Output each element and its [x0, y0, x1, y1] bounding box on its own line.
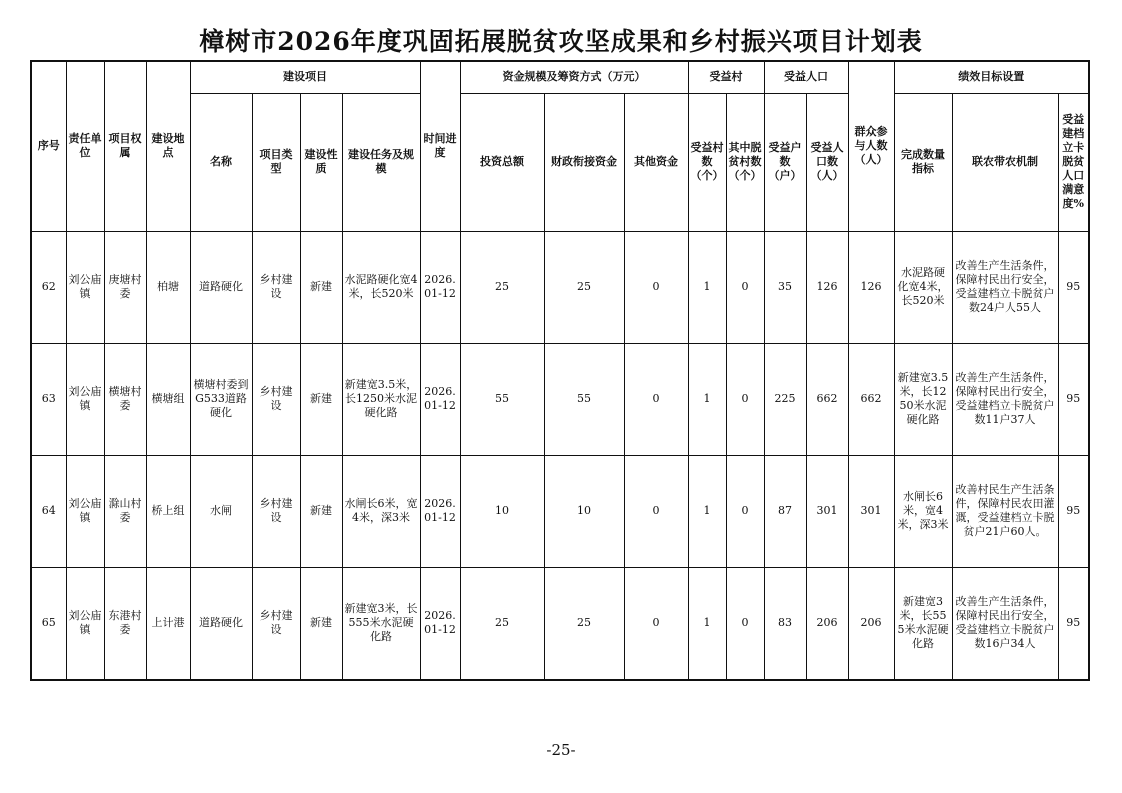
- project-plan-table: [30, 60, 1090, 681]
- cell-mechanism: 改善生产生活条件，保障村民出行安全，受益建档立卡脱贫户数24户人55人: [952, 231, 1058, 343]
- cell-poor-villages: 0: [726, 231, 764, 343]
- header-quantity: 完成数量指标: [894, 93, 952, 231]
- cell-other: 0: [624, 567, 688, 680]
- cell-fiscal: 25: [544, 231, 624, 343]
- cell-unit: 刘公庙镇: [66, 567, 104, 680]
- cell-place: 上计港: [146, 567, 190, 680]
- header-name: 名称: [190, 93, 252, 231]
- cell-participants: 206: [848, 567, 894, 680]
- cell-place: 横塘组: [146, 343, 190, 455]
- cell-type: 乡村建设: [252, 455, 300, 567]
- cell-people: 301: [806, 455, 848, 567]
- cell-name: 道路硬化: [190, 567, 252, 680]
- cell-owner: 庚塘村委: [104, 231, 146, 343]
- cell-task: 水泥路硬化宽4米，长520米: [342, 231, 420, 343]
- cell-quantity: 新建宽3米，长555米水泥硬化路: [894, 567, 952, 680]
- cell-participants: 126: [848, 231, 894, 343]
- header-place: 建设地点: [146, 61, 190, 231]
- cell-name: 横塘村委到G533道路硬化: [190, 343, 252, 455]
- cell-poor-villages: 0: [726, 455, 764, 567]
- table-row: [31, 567, 1089, 680]
- cell-seq: 63: [31, 343, 66, 455]
- cell-households: 83: [764, 567, 806, 680]
- cell-nature: 新建: [300, 231, 342, 343]
- cell-villages: 1: [688, 343, 726, 455]
- cell-people: 206: [806, 567, 848, 680]
- cell-quantity: 水闸长6米，宽4米，深3米: [894, 455, 952, 567]
- header-total: 投资总额: [460, 93, 544, 231]
- header-seq: 序号: [31, 61, 66, 231]
- cell-seq: 65: [31, 567, 66, 680]
- cell-participants: 662: [848, 343, 894, 455]
- cell-owner: 东港村委: [104, 567, 146, 680]
- cell-participants: 301: [848, 455, 894, 567]
- cell-people: 662: [806, 343, 848, 455]
- header-people: 受益人口数（人）: [806, 93, 848, 231]
- cell-households: 225: [764, 343, 806, 455]
- cell-mechanism: 改善生产生活条件，保障村民出行安全，受益建档立卡脱贫户数11户37人: [952, 343, 1058, 455]
- cell-mechanism: 改善生产生活条件，保障村民出行安全，受益建档立卡脱贫户数16户34人: [952, 567, 1058, 680]
- cell-total: 25: [460, 231, 544, 343]
- cell-progress: 2026.01-12: [420, 455, 460, 567]
- cell-quantity: 水泥路硬化宽4米，长520米: [894, 231, 952, 343]
- header-nature: 建设性质: [300, 93, 342, 231]
- cell-poor-villages: 0: [726, 567, 764, 680]
- cell-nature: 新建: [300, 343, 342, 455]
- cell-fiscal: 55: [544, 343, 624, 455]
- page-number: -25-: [546, 741, 576, 759]
- cell-quantity: 新建宽3.5米，长1250米水泥硬化路: [894, 343, 952, 455]
- table-row: [31, 455, 1089, 567]
- cell-place: 柏塘: [146, 231, 190, 343]
- cell-unit: 刘公庙镇: [66, 231, 104, 343]
- cell-progress: 2026.01-12: [420, 567, 460, 680]
- cell-unit: 刘公庙镇: [66, 343, 104, 455]
- header-group-row: [31, 61, 1089, 93]
- cell-progress: 2026.01-12: [420, 231, 460, 343]
- cell-satisfaction: 95: [1058, 567, 1089, 680]
- cell-total: 10: [460, 455, 544, 567]
- header-fiscal: 财政衔接资金: [544, 93, 624, 231]
- cell-fiscal: 25: [544, 567, 624, 680]
- header-task: 建设任务及规模: [342, 93, 420, 231]
- cell-task: 水闸长6米，宽4米，深3米: [342, 455, 420, 567]
- cell-satisfaction: 95: [1058, 455, 1089, 567]
- header-mechanism: 联农带农机制: [952, 93, 1058, 231]
- table-row: [31, 231, 1089, 343]
- cell-nature: 新建: [300, 567, 342, 680]
- cell-seq: 64: [31, 455, 66, 567]
- header-fund-group: 资金规模及筹资方式（万元）: [460, 61, 688, 93]
- cell-other: 0: [624, 231, 688, 343]
- cell-total: 25: [460, 567, 544, 680]
- header-type: 项目类型: [252, 93, 300, 231]
- cell-mechanism: 改善村民生产生活条件，保障村民农田灌溉，受益建档立卡脱贫户21户60人。: [952, 455, 1058, 567]
- cell-fiscal: 10: [544, 455, 624, 567]
- header-progress: 时间进度: [420, 61, 460, 231]
- cell-satisfaction: 95: [1058, 343, 1089, 455]
- cell-people: 126: [806, 231, 848, 343]
- header-owner: 项目权属: [104, 61, 146, 231]
- header-perf-group: 绩效目标设置: [894, 61, 1089, 93]
- cell-task: 新建宽3米，长555米水泥硬化路: [342, 567, 420, 680]
- cell-satisfaction: 95: [1058, 231, 1089, 343]
- cell-households: 87: [764, 455, 806, 567]
- header-households: 受益户数（户）: [764, 93, 806, 231]
- cell-total: 55: [460, 343, 544, 455]
- cell-owner: 横塘村委: [104, 343, 146, 455]
- header-sub-row: [31, 93, 1089, 231]
- cell-other: 0: [624, 455, 688, 567]
- header-build-group: 建设项目: [190, 61, 420, 93]
- cell-villages: 1: [688, 567, 726, 680]
- cell-type: 乡村建设: [252, 343, 300, 455]
- header-other: 其他资金: [624, 93, 688, 231]
- cell-villages: 1: [688, 455, 726, 567]
- header-pop-group: 受益人口: [764, 61, 848, 93]
- cell-type: 乡村建设: [252, 567, 300, 680]
- cell-type: 乡村建设: [252, 231, 300, 343]
- cell-seq: 62: [31, 231, 66, 343]
- cell-villages: 1: [688, 231, 726, 343]
- cell-nature: 新建: [300, 455, 342, 567]
- cell-progress: 2026.01-12: [420, 343, 460, 455]
- cell-name: 水闸: [190, 455, 252, 567]
- cell-name: 道路硬化: [190, 231, 252, 343]
- header-unit: 责任单位: [66, 61, 104, 231]
- header-village-group: 受益村: [688, 61, 764, 93]
- cell-poor-villages: 0: [726, 343, 764, 455]
- cell-other: 0: [624, 343, 688, 455]
- header-satisfaction: 受益建档立卡脱贫人口满意度%: [1058, 93, 1089, 231]
- header-villages: 受益村数（个）: [688, 93, 726, 231]
- page-title: 樟树市2026年度巩固拓展脱贫攻坚成果和乡村振兴项目计划表: [199, 27, 923, 56]
- cell-households: 35: [764, 231, 806, 343]
- cell-task: 新建宽3.5米，长1250米水泥硬化路: [342, 343, 420, 455]
- header-participants: 群众参与人数（人）: [848, 61, 894, 231]
- table-row: [31, 343, 1089, 455]
- cell-owner: 滁山村委: [104, 455, 146, 567]
- cell-place: 桥上组: [146, 455, 190, 567]
- cell-unit: 刘公庙镇: [66, 455, 104, 567]
- header-poor-villages: 其中脱贫村数（个）: [726, 93, 764, 231]
